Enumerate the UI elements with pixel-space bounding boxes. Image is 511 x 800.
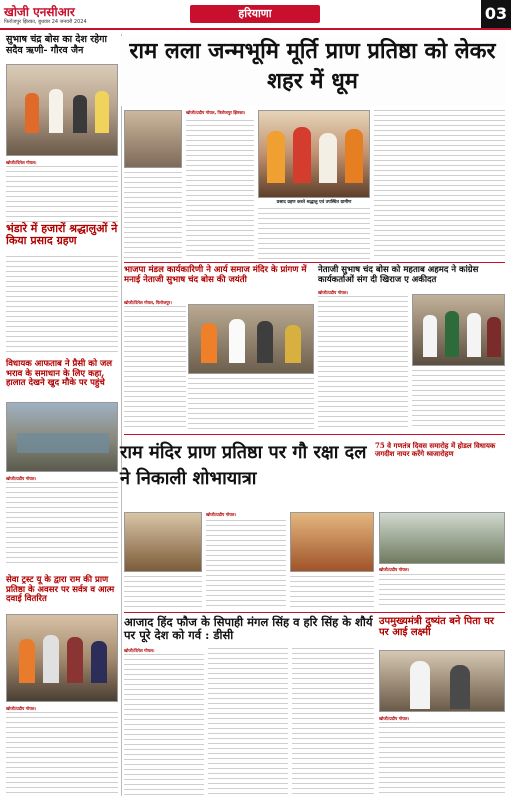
shobhayatra-headline: राम मंदिर प्राण प्रतिष्ठा पर गौ रक्षा दल ने निकाली शोभायात्रा [120, 442, 367, 489]
ram-lala-caption: प्रसाद ग्रहण करते श्रद्धालु एवं उपस्थित ग्रामीण [276, 200, 352, 205]
ina-byline: खोजी/दिनेश गोयल। [124, 648, 155, 653]
netaji-byline: खोजी/दिनेश गोयल। [6, 160, 37, 165]
ram-lala-small-photo [124, 110, 182, 168]
bjp-netaji-headline: भाजपा मंडल कार्यकारिणी ने आर्य समाज मंदिर के प्रांगण में मनाई नेताजी सुभाष चंद बोस की जयंती [124, 265, 307, 285]
upmukhyamantri-photo [379, 650, 505, 712]
republic-photo [379, 512, 505, 564]
mla-byline: खोजी/प्रदीप गोयल। [6, 476, 37, 481]
congress-netaji-photo [412, 294, 505, 366]
column-divider [121, 34, 122, 796]
ina-headline: आजाद हिंद फौज के सिपाही मंगल सिंह व हरि सिंह के शौर्य पर पूरे देश को गर्व : डीसी [124, 615, 373, 642]
shobhayatra-byline: खोजी/प्रदीप गोयल। [206, 512, 237, 517]
ram-lala-banner [120, 36, 505, 106]
seva-headline: सेवा ट्रस्ट यू के द्वारा राम की प्राण प्रतिष्ठा के अवसर पर सर्वत्र व आत्म दवाई वितरित [6, 575, 115, 605]
mla-body [6, 476, 118, 566]
seva-photo [6, 614, 118, 702]
congress-netaji-headline: नेताजी सुभाष चंद बोस को महताब अहमद ने कांग्रेस कार्यकर्ताओं संग दी खिराज ए अकीदत [318, 265, 479, 285]
shobhayatra-banner [120, 438, 505, 508]
seva-body [6, 706, 118, 796]
republic-byline: खोजी/प्रदीप गोयल। [379, 567, 410, 572]
newspaper-logo: खोजी एनसीआर [4, 5, 75, 19]
ram-lala-headline: राम लला जन्मभूमि मूर्ति प्राण प्रतिष्ठा को लेकर शहर में धूम [129, 38, 496, 94]
congress-netaji-body [318, 290, 505, 430]
edition-date: फिरोजपुर झिरका, बुधवार 24 जनवरी 2024 [4, 19, 87, 25]
ram-lala-main-photo [258, 110, 370, 198]
shobhayatra-photo-1 [124, 512, 202, 572]
page-number: 03 [481, 0, 511, 28]
bjp-netaji-byline: खोजी/दिनेश गोयल, फिरोजपुर। [124, 300, 172, 305]
upmukhyamantri-headline: उपमुख्यमंत्री दुष्यंत बने पिता घर पर आई लक्ष्मी [379, 616, 494, 639]
netaji-photo [6, 64, 118, 156]
ram-lala-body [124, 110, 254, 260]
bjp-netaji-photo [188, 304, 314, 374]
bhandara-body [6, 256, 118, 352]
republic-headline: 75 वे गणतंत्र दिवस समारोह में होडल विधायक जगदीश नायर करेंगे ध्वजारोहण [375, 441, 496, 458]
mla-photo [6, 402, 118, 472]
ram-lala-byline: खोजी/प्रदीप गोयल, फिरोजपुर झिरका। [186, 110, 246, 115]
section-rule-2 [124, 434, 505, 435]
upmukhyamantri-body [379, 716, 505, 796]
bhandara-headline: भंडारे में हजारों श्रद्धालुओं ने किया प्रसाद ग्रहण [6, 222, 118, 248]
republic-body [379, 512, 505, 608]
mla-headline: विधायक आफताब ने प्रैसी को जल भराव के समाधान के लिए कहा, हालात देखने खुद मौके पर पहुंचे [6, 359, 113, 389]
ina-body [124, 648, 374, 796]
section-label: हरियाणा [190, 5, 320, 23]
congress-netaji-byline: खोजी/प्रदीप गोयल। [318, 290, 349, 295]
shobhayatra-photo-2 [290, 512, 374, 572]
section-rule [124, 262, 505, 263]
section-rule-3 [124, 612, 505, 613]
seva-byline: खोजी/प्रदीप गोयल। [6, 706, 37, 711]
ram-lala-body-2 [374, 110, 505, 260]
netaji-headline: सुभाष चंद्र बोस का देश रहेगा सदैव ऋणी- गौरव जैन [6, 34, 107, 56]
upmukhyamantri-byline: खोजी/प्रदीप गोयल। [379, 716, 410, 721]
ram-lala-body-3 [258, 208, 370, 260]
masthead [0, 0, 511, 30]
shobhayatra-body [124, 512, 374, 608]
netaji-body [6, 160, 118, 222]
bjp-netaji-body [124, 300, 314, 430]
